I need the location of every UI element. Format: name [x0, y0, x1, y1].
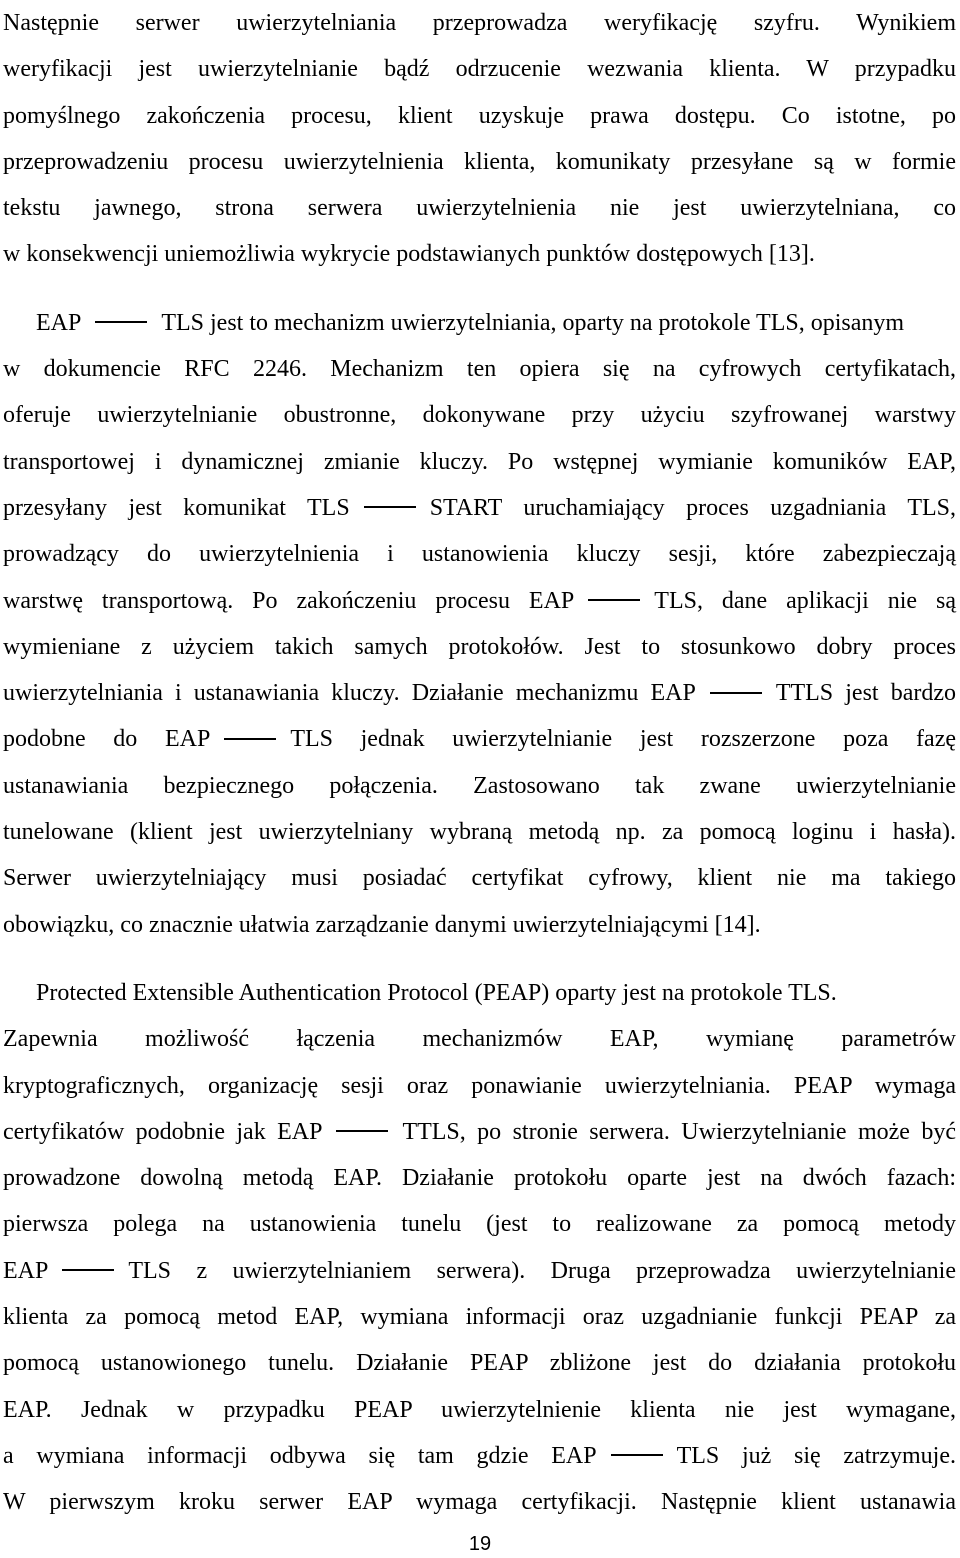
text-line: [3, 300, 956, 346]
text-segment: TLS z uwierzytelnianiem serwera). Druga przeprowadza uwierzytelnianie: [128, 1257, 956, 1284]
text-line: Zapewnia możliwość łączenia mechanizmów EAP, wymianę parametrów: [3, 1026, 956, 1053]
text-segment: warstwę transportową. Po zakończeniu procesu EAP: [3, 587, 575, 614]
text-segment: TLS, dane aplikacji nie są: [654, 587, 956, 614]
text-line: Protected Extensible Authentication Protocol (PEAP) oparty jest na protokole TLS.: [36, 979, 837, 1006]
text-line: [3, 1433, 956, 1479]
text-line: ustanawiania bezpiecznego połączenia. Zastosowano tak zwane uwierzytelnianie: [3, 772, 956, 799]
text-line: tekstu jawnego, strona serwera uwierzytelnienia nie jest uwierzytelniana, co: [3, 195, 956, 222]
text-segment: TLS już się zatrzymuje.: [676, 1442, 956, 1469]
text-segment: TTLS jest bardzo: [775, 680, 956, 707]
text-line: klienta za pomocą metod EAP, wymiana informacji oraz uzgadnianie funkcji PEAP za: [3, 1304, 956, 1331]
text-line: kryptograficznych, organizację sesji oraz ponawianie uwierzytelniania. PEAP wymaga: [3, 1072, 956, 1099]
text-line: [3, 485, 956, 531]
text-line: [3, 670, 956, 716]
page-number: 19: [468, 1533, 492, 1555]
text-line: tunelowane (klient jest uwierzytelniany wybraną metodą np. za pomocą loginu i hasła).: [3, 819, 956, 846]
text-line: wymieniane z użyciem takich samych protokołów. Jest to stosunkowo dobry proces: [3, 633, 956, 660]
text-segment: podobne do EAP: [3, 726, 211, 753]
em-dash: [62, 1269, 114, 1271]
text-segment: EAP: [36, 309, 82, 336]
text-segment: TTLS, po stronie serwera. Uwierzytelnianie może być: [402, 1118, 956, 1145]
em-dash: [336, 1130, 388, 1132]
paragraph: [3, 970, 956, 1526]
text-line: [3, 1109, 956, 1155]
text-line: pomyślnego zakończenia procesu, klient uzyskuje prawa dostępu. Co istotne, po: [3, 102, 956, 129]
text-line: weryfikacji jest uwierzytelnianie bądź odrzucenie wezwania klienta. W przypadku: [3, 56, 956, 83]
text-segment: TLS jest to mechanizm uwierzytelniania, oparty na protokole TLS, opisanym: [161, 309, 905, 336]
text-line: w dokumencie RFC 2246. Mechanizm ten opiera się na cyfrowych certyfikatach,: [3, 356, 956, 383]
text-segment: certyfikatów podobnie jak EAP: [3, 1118, 323, 1145]
text-line: Serwer uwierzytelniający musi posiadać certyfikat cyfrowy, klient nie ma takiego: [3, 865, 956, 892]
text-line: [3, 578, 956, 624]
document-page: [3, 0, 956, 1526]
text-segment: START uruchamiający proces uzgadniania TLS,: [429, 494, 956, 521]
text-line: oferuje uwierzytelnianie obustronne, dokonywane przy użyciu szyfrowanej warstwy: [3, 402, 956, 429]
text-line: przeprowadzeniu procesu uwierzytelnienia klienta, komunikaty przesyłane są w formie: [3, 148, 956, 175]
text-line: Następnie serwer uwierzytelniania przeprowadza weryfikację szyfru. Wynikiem: [3, 10, 956, 36]
text-line: EAP. Jednak w przypadku PEAP uwierzytelnienie klienta nie jest wymagane,: [3, 1396, 956, 1423]
text-segment: uwierzytelniania i ustanawiania kluczy. Działanie mechanizmu EAP: [3, 680, 696, 707]
em-dash: [588, 599, 640, 601]
text-line: [3, 716, 956, 762]
em-dash: [224, 738, 276, 740]
text-segment: a wymiana informacji odbywa się tam gdzie EAP: [3, 1442, 597, 1469]
text-line: obowiązku, co znacznie ułatwia zarządzanie danymi uwierzytelniającymi [14].: [3, 911, 761, 938]
text-segment: EAP: [3, 1257, 49, 1284]
text-segment: przesyłany jest komunikat TLS: [3, 494, 350, 521]
em-dash: [95, 321, 147, 323]
paragraph: [3, 300, 956, 948]
text-line: pierwsza polega na ustanowienia tunelu (jest to realizowane za pomocą metody: [3, 1211, 956, 1238]
text-line: prowadzone dowolną metodą EAP. Działanie protokołu oparte jest na dwóch fazach:: [3, 1165, 956, 1192]
paragraph: [3, 0, 956, 278]
text-line: W pierwszym kroku serwer EAP wymaga certyfikacji. Następnie klient ustanawia: [3, 1489, 956, 1516]
text-line: w konsekwencji uniemożliwia wykrycie podstawianych punktów dostępowych [13].: [3, 241, 815, 268]
text-line: transportowej i dynamicznej zmianie kluczy. Po wstępnej wymianie komuników EAP,: [3, 448, 956, 475]
text-line: [3, 1248, 956, 1294]
em-dash: [611, 1454, 663, 1456]
text-segment: TLS jednak uwierzytelnianie jest rozszerzone poza fazę: [290, 726, 956, 753]
text-line: prowadzący do uwierzytelnienia i ustanowienia kluczy sesji, które zabezpieczają: [3, 541, 956, 568]
text-line: pomocą ustanowionego tunelu. Działanie PEAP zbliżone jest do działania protokołu: [3, 1350, 956, 1377]
em-dash: [364, 506, 416, 508]
em-dash: [710, 692, 762, 694]
